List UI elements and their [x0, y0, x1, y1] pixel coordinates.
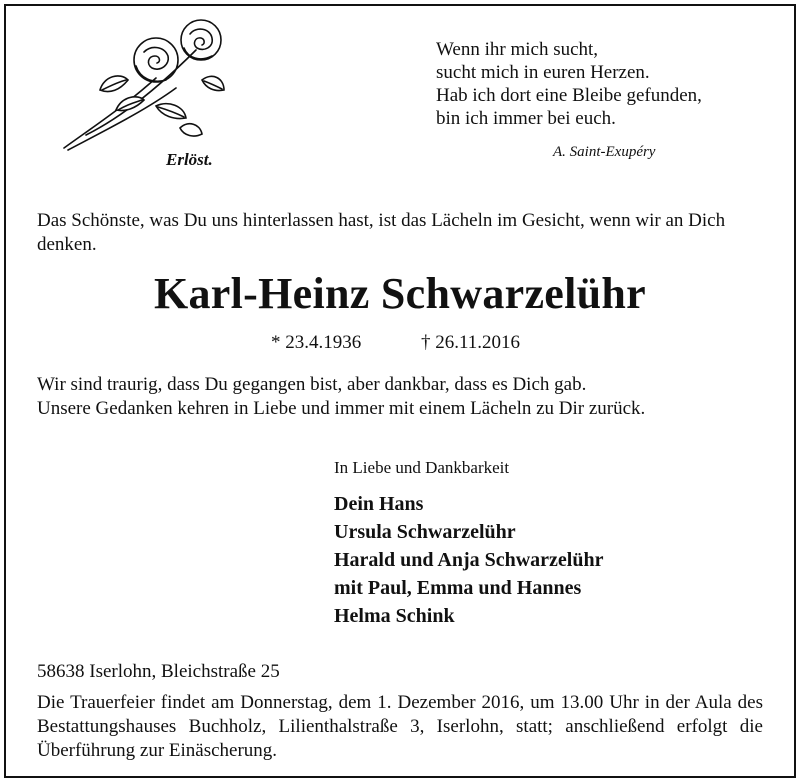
birth-date: * 23.4.1936: [271, 332, 362, 353]
message-line: Wir sind traurig, dass Du gegangen bist, aber dankbar, dass es Dich gab.: [37, 374, 587, 395]
mourner-name: Harald und Anja Schwarzelühr: [334, 549, 604, 571]
poem-line: Wenn ihr mich sucht,: [436, 39, 599, 60]
deceased-name: Karl-Heinz Schwarzelühr: [153, 269, 647, 318]
message-text: [37, 373, 645, 421]
mourners-intro: In Liebe und Dankbarkeit: [334, 458, 510, 477]
mourner-name: Ursula Schwarzelühr: [334, 521, 516, 543]
mourners-list: [334, 490, 603, 630]
death-date: † 26.11.2016: [421, 332, 521, 353]
mourner-name: Dein Hans: [334, 493, 424, 515]
poem: [436, 38, 702, 130]
ceremony-text: Die Trauerfeier findet am Donnerstag, dem 1. Dezember 2016, um 13.00 Uhr in der Aula des Bestattungshauses Buchholz, Lilienthalstraße 3, Iserlohn, statt; anschließend erfolgt die Überführung zur Einäscherung.: [37, 692, 763, 761]
rose-illustration: [56, 10, 226, 152]
mourner-name: mit Paul, Emma und Hannes: [334, 577, 582, 599]
message-line: Unsere Gedanken kehren in Liebe und immer mit einem Lächeln zu Dir zurück.: [37, 398, 646, 419]
poem-line: Hab ich dort eine Bleibe gefunden,: [436, 85, 702, 106]
intro-text: Das Schönste, was Du uns hinterlassen hast, ist das Lächeln im Gesicht, wenn wir an Dich denken.: [37, 210, 726, 255]
mourner-name: Helma Schink: [334, 605, 455, 627]
poem-author: A. Saint-Exupéry: [553, 144, 656, 160]
address: 58638 Iserlohn, Bleichstraße 25: [37, 661, 280, 682]
poem-line: sucht mich in euren Herzen.: [436, 62, 650, 83]
image-caption: Erlöst.: [166, 150, 213, 169]
poem-line: bin ich immer bei euch.: [436, 108, 616, 129]
